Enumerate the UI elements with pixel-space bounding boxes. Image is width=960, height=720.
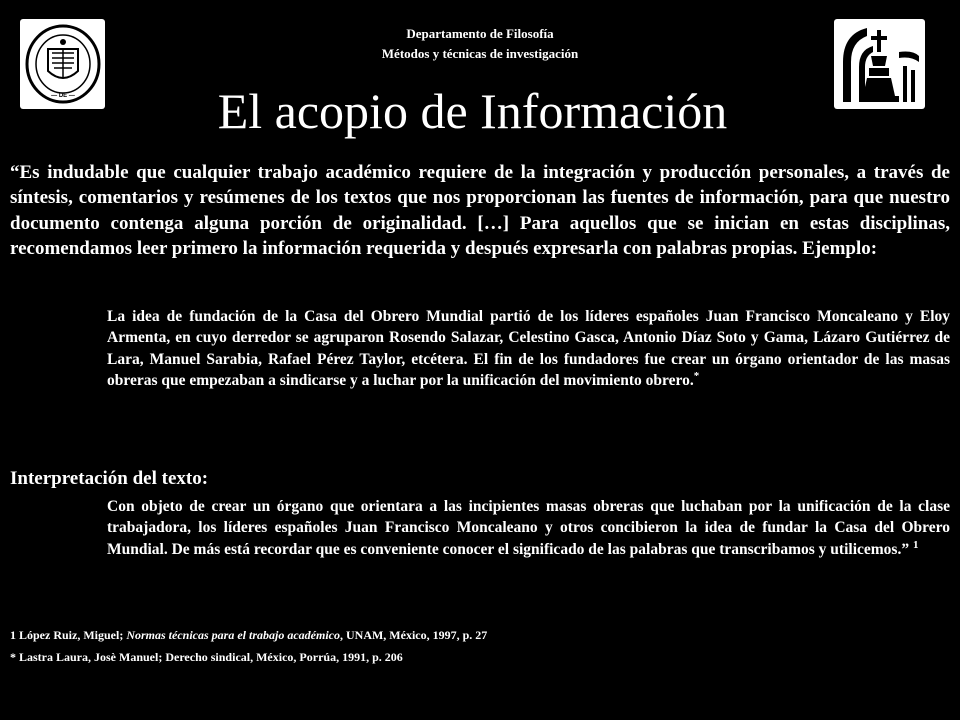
svg-text:— DE —: — DE —	[50, 93, 75, 99]
footnote-1	[10, 627, 487, 643]
footnote-1-author: 1 López Ruiz, Miguel;	[10, 628, 127, 642]
example-footnote-mark: *	[693, 369, 700, 382]
department-header: Departamento de Filosofía	[406, 26, 554, 41]
footnote-1-title: Normas técnicas para el trabajo académico	[126, 628, 340, 642]
interpretation-heading: Interpretación del texto:	[10, 468, 209, 489]
interpretation-text: Con objeto de crear un órgano que orientara a las incipientes masas obreras que luchaban por la unificación de la clase trabajadora, los líderes españoles Juan Francisco Moncaleano y otros concibieron la idea de fundar la Casa del Obrero Mundial. De más está recordar que es conveniente conocer el significado de las palabras que transcribamos y utilicemos.”	[107, 498, 950, 558]
slide-title: El acopio de Información	[217, 83, 728, 139]
footnote-1-publisher: , UNAM, México, 1997, p. 27	[339, 628, 488, 642]
main-quote: “Es indudable que cualquier trabajo académico requiere de la integración y producción personales, a través de síntesis, comentarios y resúmenes de los textos que nos proporcionan las fuentes de información, para que nuestro documento contenga alguna porción de originalidad. […] Para aquellos que se inician en estas disciplinas, recomendamos leer primero la información requerida y después expresarla con palabras propias. Ejemplo:	[10, 162, 950, 260]
footnote-2: * Lastra Laura, Josè Manuel; Derecho sindical, México, Porrúa, 1991, p. 206	[10, 650, 403, 664]
example-text: La idea de fundación de la Casa del Obrero Mundial partió de los líderes españoles Juan Francisco Moncaleano y Eloy Armenta, en cuyo derredor se agruparon Rosendo Salazar, Celestino Gasca, Antonio Díaz Soto y Gama, Lázaro Gutiérrez de Lara, Manuel Sarabia, Rafael Pérez Taylor, etcétera. El fin de los fundadores fue crear un órgano orientador de las masas obreras que empezaban a sindicarse y a luchar por la unificación del movimiento obrero.	[107, 308, 950, 389]
example-paragraph	[107, 306, 950, 391]
course-header: Métodos y técnicas de investigación	[381, 46, 579, 61]
interpretation-footnote-mark: 1	[912, 538, 919, 551]
interpretation-paragraph	[107, 496, 950, 560]
